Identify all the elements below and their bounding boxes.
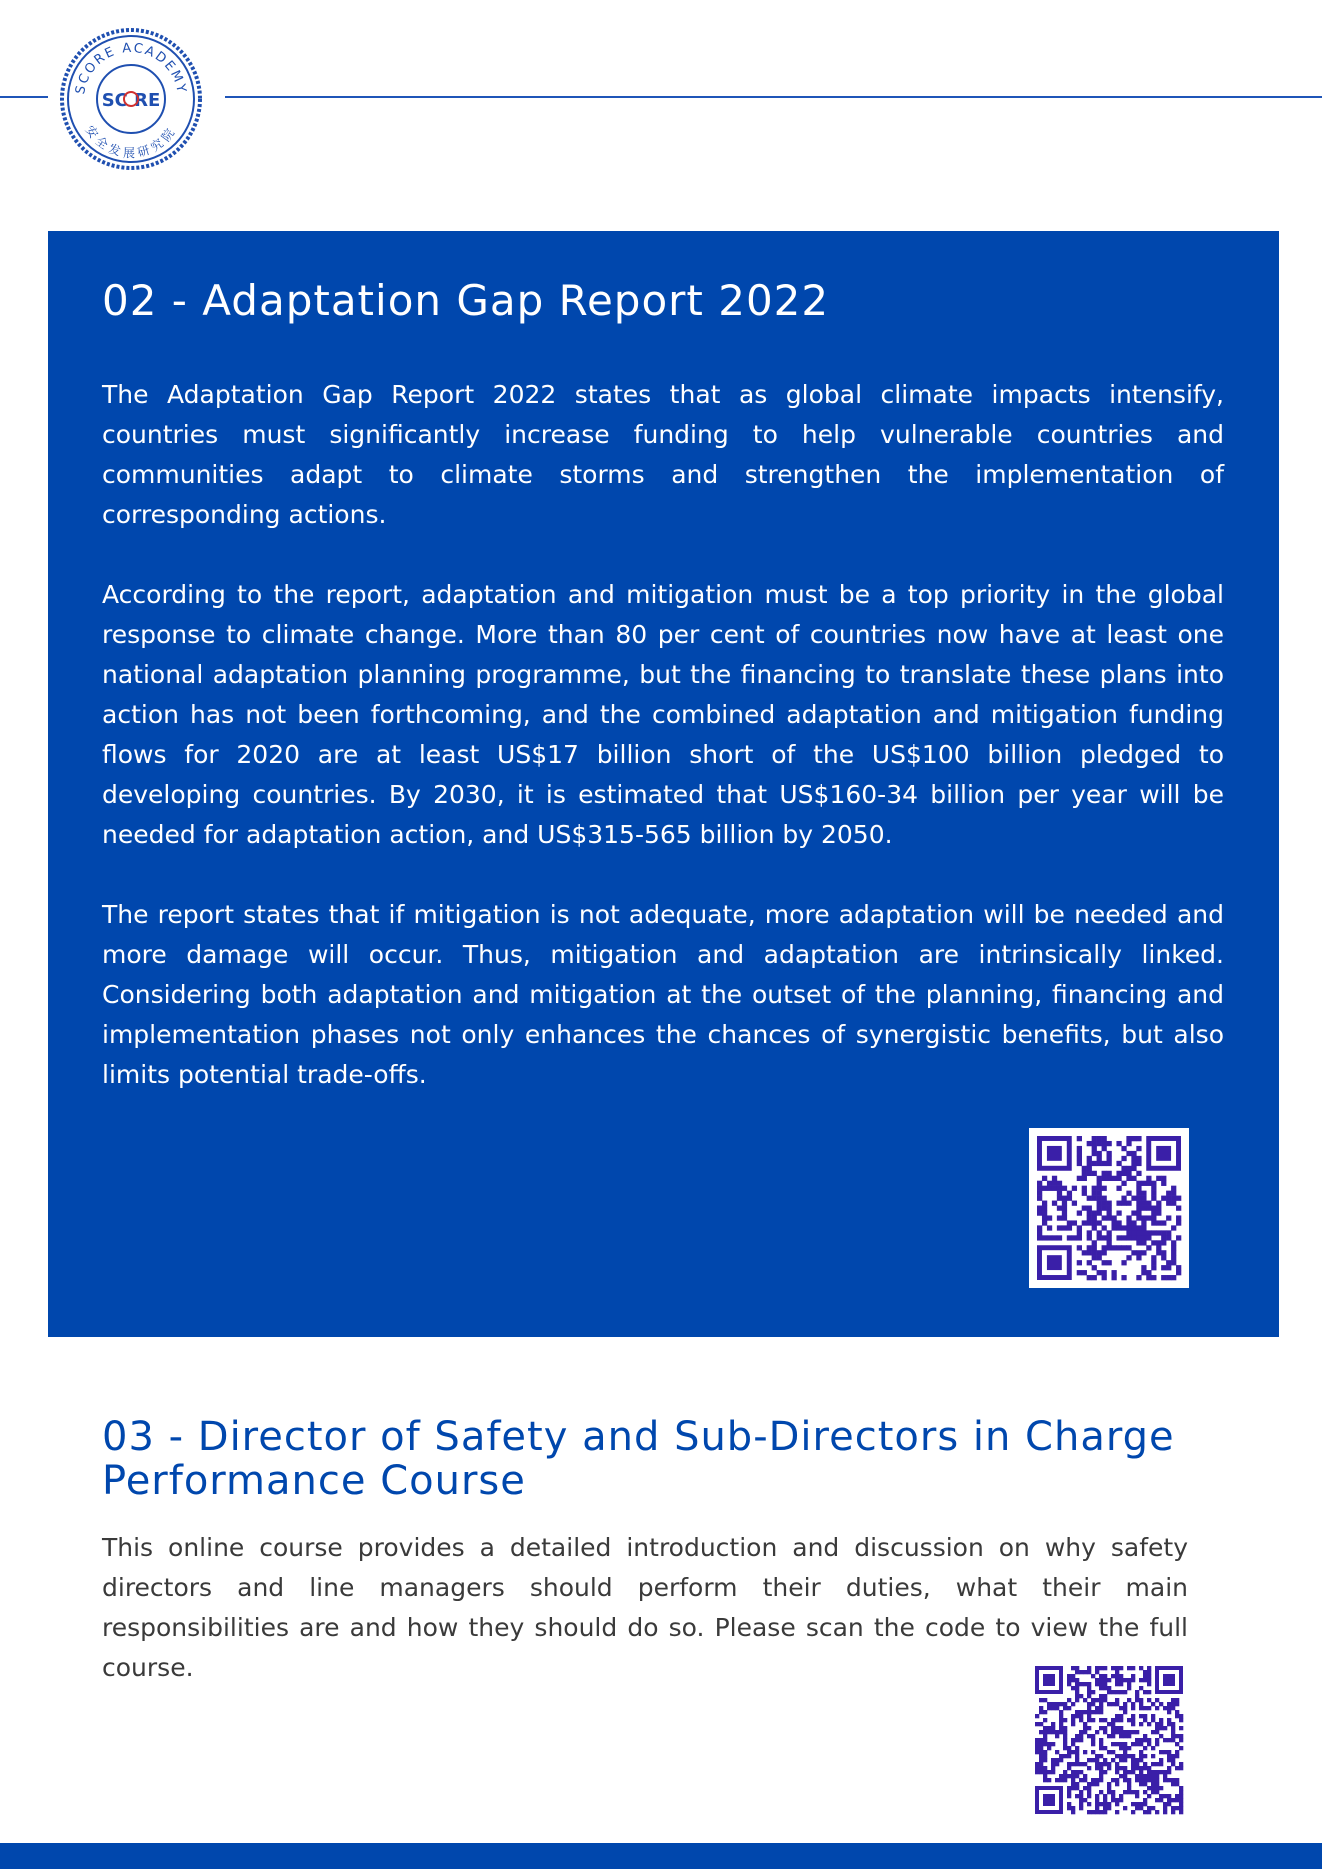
- section-02-body: [102, 375, 1224, 1135]
- logo-ring-text: SCORE ACADEMY: [73, 40, 189, 96]
- section-02-paragraph: According to the report, adaptation and mitigation must be a top priority in the global response to climate change. More than 80 per cent of countries now have at least one national adaptation planning programme, but the financing to translate these plans into action has not been forthcoming, and the combined adaptation and mitigation funding flows for 2020 are at least US$17 billion short of the US$100 billion pledged to developing countries. By 2030, it is estimated that US$160-34 billion per year will be needed for adaptation action, and US$315-565 billion by 2050.: [102, 580, 1224, 849]
- header-rule-right: [225, 96, 1322, 98]
- report-qr-code[interactable]: [1029, 1128, 1189, 1288]
- qr-icon: [1029, 1128, 1189, 1288]
- logo-center-text: SC RE: [101, 90, 161, 111]
- footer-bar: [0, 1843, 1322, 1869]
- section-02-paragraph: The Adaptation Gap Report 2022 states that as global climate impacts intensify, countries must significantly increase funding to help vulnerable countries and communities adapt to climate storms and strengthen the implementation of corresponding actions.: [102, 380, 1224, 529]
- section-02-title: 02 - Adaptation Gap Report 2022: [102, 276, 830, 325]
- section-03-title: 03 - Director of Safety and Sub-Directors in Charge Performance Course: [102, 1414, 1175, 1504]
- adaptation-gap-section: [48, 231, 1279, 1337]
- header-rule-left: [0, 96, 48, 98]
- logo-chinese-text: 安全发展研究院: [82, 122, 180, 160]
- section-03-body: This online course provides a detailed introduction and discussion on why safety directors and line managers should perform their duties, what their main responsibilities are and how they should do so. Please scan the code to view the full course.: [102, 1533, 1188, 1682]
- section-02-paragraph: The report states that if mitigation is not adequate, more adaptation will be needed and more damage will occur. Thus, mitigation and adaptation are intrinsically linked. Considering both adaptation and mitigation at the outset of the planning, financing and implementation phases not only enhances the chances of synergistic benefits, but also limits potential trade-offs.: [102, 900, 1224, 1089]
- score-academy-logo: [60, 28, 202, 170]
- qr-icon: [1033, 1664, 1185, 1816]
- course-qr-code[interactable]: [1033, 1664, 1185, 1816]
